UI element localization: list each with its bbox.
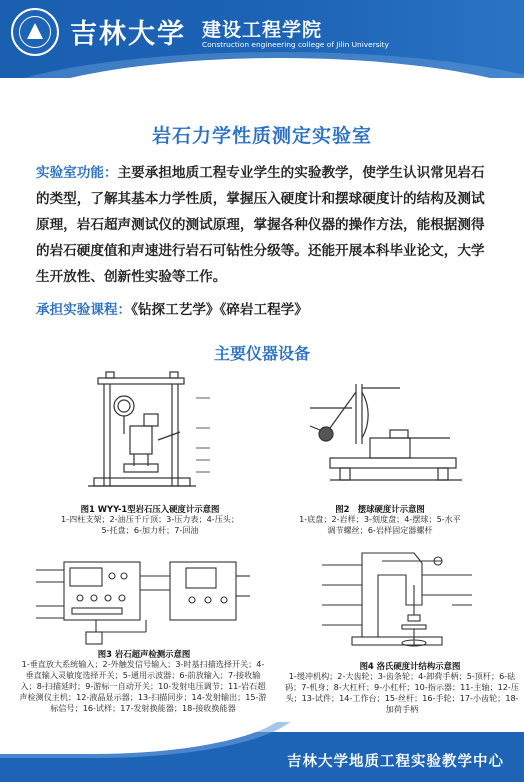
university-logo	[11, 8, 59, 56]
university-name: 吉林大学	[70, 19, 186, 50]
figure-1-diagram	[84, 370, 214, 496]
page-title: 岩石力学性质测定实验室	[151, 125, 372, 147]
figure-2-caption: 1-底盘；2-岩样；3-刻度盘；4-摆球；5-水平调节螺丝；6-岩样固定器螺杆	[299, 514, 461, 535]
college-name-english: Construction engineering college of Jilin University	[202, 40, 389, 49]
figure-3-title: 图3 岩石超声检测示意图	[97, 649, 191, 659]
figure-3-caption: 1-垂直放大系统输入；2-外触发信号输入；3-时基扫描选择开关；4-垂直输入灵敏度选择开关；5-通用示波器；6-前放输入；7-接收输入；8-扫描延时；9-游标一自动开关；10-发射电压调节；11-岩石超声检测仪主机；12-液晶显示器；13-扫描同步；14-发射输出；15-游标信号；16-试样；17-发射换能器；18-接收换能器	[19, 659, 267, 713]
figure-4-title: 图4 洛氏硬度计结构示意图	[359, 661, 461, 671]
courses-label: 承担实验课程：	[36, 302, 132, 318]
lab-function-label: 实验室功能：	[36, 165, 118, 181]
figure-1-caption: 1-四柱支架；2-油压千斤顶；3-压力表；4-压头；5-托盘；6-加力杆；7-回油	[61, 514, 239, 535]
figure-2-diagram	[290, 378, 465, 490]
footer-text: 吉林大学地质工程实验教学中心	[287, 754, 504, 770]
figure-1-title: 图1 WYY-1型岩石压入硬度计示意图	[80, 504, 220, 514]
courses-text: 《钻探工艺学》《碎岩工程学》	[131, 302, 308, 318]
figure-4-diagram	[322, 545, 502, 657]
lab-function-paragraph	[36, 160, 496, 290]
header-banner	[0, 0, 524, 78]
college-name: 建设工程学院	[202, 19, 323, 41]
figure-4-caption: 1-缓冲机构；2-大齿轮；3-齿条轮；4-卸荷手柄；5-顶杆；6-砝码；7-机身；8-大杠杆；9-小杠杆；10-指示器；11-主轴；12-压头；13-试件；14-工作台；15-丝杆；16-手轮；17-小齿轮；18-加荷手柄	[285, 671, 519, 714]
footer-banner	[0, 722, 524, 782]
figure-3-diagram	[36, 556, 252, 648]
courses-line	[36, 298, 308, 318]
section-title: 主要仪器设备	[213, 344, 310, 363]
figure-2-title: 图2 摆球硬度计示意图	[335, 504, 425, 514]
lab-function-text: 主要承担地质工程专业学生的实验教学，使学生认识常见岩石的类型，了解其基本力学性质，掌握压入硬度计和摆球硬度计的结构及测试原理，岩石超声测试仪的测试原理，掌握各种仪器的操作方法，能根据测得的岩石硬度值和声速进行岩石可钻性分级等。还能开展本科毕业论文，大学生开放性、创新性实验等工作。	[36, 165, 485, 285]
